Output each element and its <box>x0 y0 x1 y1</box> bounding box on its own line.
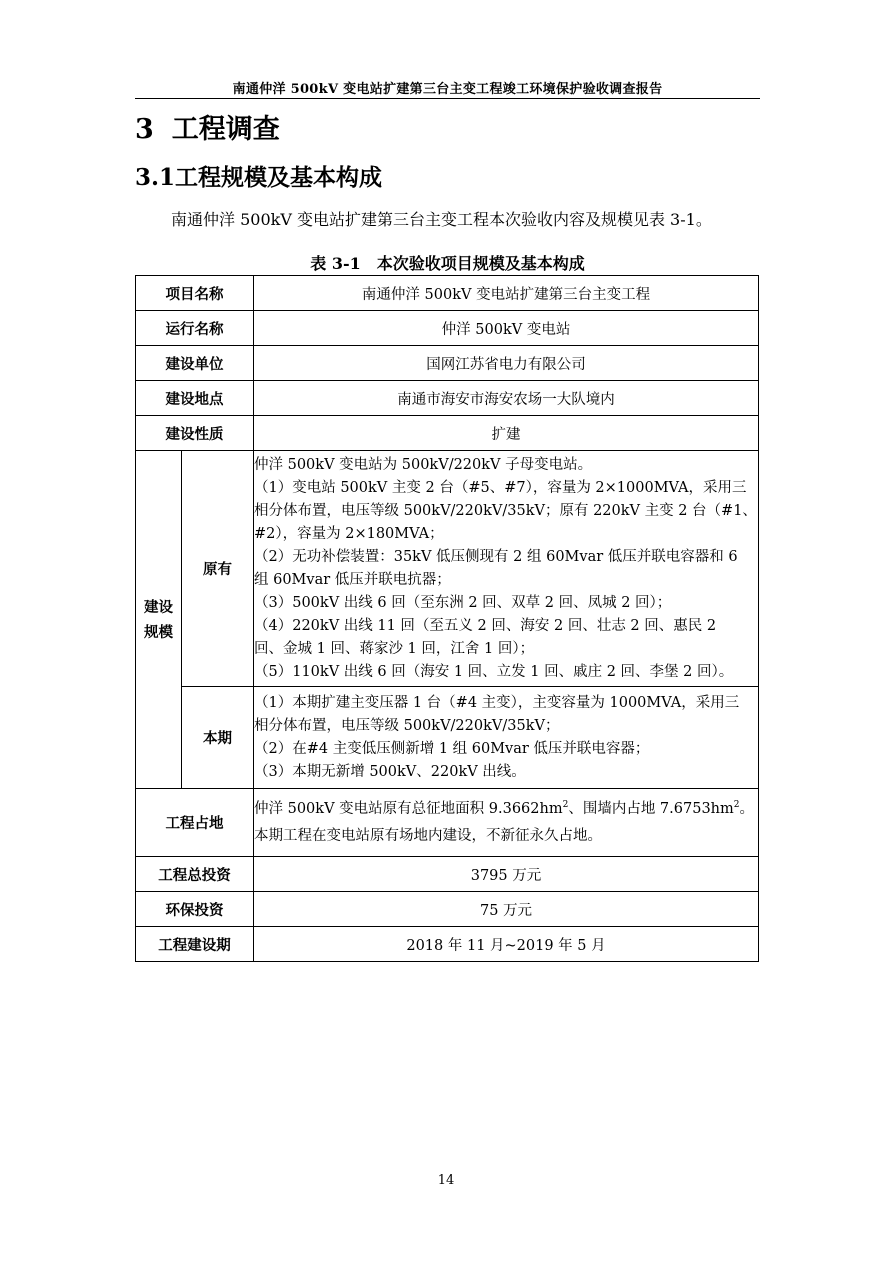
row-label: 建设单位 <box>136 346 254 381</box>
text-line: （3）500kV 出线 6 回（至东洲 2 回、双草 2 回、凤城 2 回）； <box>254 594 672 611</box>
table-row <box>136 857 759 892</box>
text-line: 组 60Mvar 低压并联电抗器； <box>254 571 451 588</box>
text-line: （1）变电站 500kV 主变 2 台（#5、#7），容量为 2×1000MVA，采用三 <box>254 479 747 496</box>
row-label: 建设性质 <box>136 416 254 451</box>
text-line: （5）110kV 出线 6 回（海安 1 回、立发 1 回、戚庄 2 回、李堡 2 回）。 <box>254 663 734 680</box>
text-line: 相分体布置，电压等级 500kV/220kV/35kV； <box>254 717 560 734</box>
table-row <box>136 416 759 451</box>
table-row <box>136 346 759 381</box>
row-value: 南通市海安市海安农场一大队境内 <box>254 381 759 416</box>
land-content <box>254 789 759 857</box>
text-line: （4）220kV 出线 11 回（至五义 2 回、海安 2 回、壮志 2 回、惠民 2 <box>254 617 717 634</box>
row-label: 工程建设期 <box>136 927 254 962</box>
superscript: 2 <box>562 799 569 810</box>
current-content <box>254 687 759 789</box>
row-label: 环保投资 <box>136 892 254 927</box>
table-row <box>136 311 759 346</box>
section-number: 3 <box>135 114 154 145</box>
row-value: 国网江苏省电力有限公司 <box>254 346 759 381</box>
punctuation: 。 <box>739 800 754 817</box>
table-row-existing <box>136 451 759 687</box>
superscript: 2 <box>733 799 740 810</box>
section-heading <box>135 107 280 146</box>
land-label: 工程占地 <box>136 789 254 857</box>
text-line: 回、金城 1 回、蒋家沙 1 回，江舍 1 回）； <box>254 640 535 657</box>
row-label: 项目名称 <box>136 276 254 311</box>
intro-paragraph: 南通仲洋 500kV 变电站扩建第三台主变工程本次验收内容及规模见表 3-1。 <box>171 210 712 229</box>
row-label: 工程总投资 <box>136 857 254 892</box>
table-row <box>136 276 759 311</box>
text-line <box>254 796 758 823</box>
scale-label <box>136 451 182 789</box>
table-caption: 表 3-1 本次验收项目规模及基本构成 <box>310 254 585 273</box>
subsection-heading: 3.1工程规模及基本构成 <box>135 164 383 191</box>
row-value: 南通仲洋 500kV 变电站扩建第三台主变工程 <box>254 276 759 311</box>
text-line: 本期工程在变电站原有场地内建设，不新征永久占地。 <box>254 827 602 844</box>
row-value: 仲洋 500kV 变电站 <box>254 311 759 346</box>
text-line: 相分体布置，电压等级 500kV/220kV/35kV；原有 220kV 主变 2 台（#1、 <box>254 502 757 519</box>
text-line: #2），容量为 2×180MVA； <box>254 525 444 542</box>
row-value: 3795 万元 <box>254 857 759 892</box>
row-value: 75 万元 <box>254 892 759 927</box>
section-title: 工程调查 <box>171 114 280 145</box>
page-number: 14 <box>437 1173 455 1188</box>
table-row <box>136 927 759 962</box>
row-label: 运行名称 <box>136 311 254 346</box>
text-line: 仲洋 500kV 变电站为 500kV/220kV 子母变电站。 <box>254 456 593 473</box>
table-row <box>136 892 759 927</box>
current-label: 本期 <box>182 687 254 789</box>
running-header: 南通仲洋 500kV 变电站扩建第三台主变工程竣工环境保护验收调查报告 <box>232 82 663 97</box>
row-label: 建设地点 <box>136 381 254 416</box>
header-rule <box>135 98 760 99</box>
table-row-land <box>136 789 759 857</box>
row-value: 扩建 <box>254 416 759 451</box>
text-line: （3）本期无新增 500kV、220kV 出线。 <box>254 763 526 780</box>
table-row-current <box>136 687 759 789</box>
project-scale-table <box>135 275 759 962</box>
land-area-wall: 、围墙内占地 7.6753hm <box>568 800 734 817</box>
text-line: （1）本期扩建主变压器 1 台（#4 主变），主变容量为 1000MVA，采用三 <box>254 694 740 711</box>
existing-content <box>254 451 759 687</box>
scale-label-line2: 规模 <box>144 623 173 641</box>
existing-label: 原有 <box>182 451 254 687</box>
land-area-total: 仲洋 500kV 变电站原有总征地面积 9.3662hm <box>254 800 563 817</box>
row-value: 2018 年 11 月~2019 年 5 月 <box>254 927 759 962</box>
text-line: （2）在#4 主变低压侧新增 1 组 60Mvar 低压并联电容器； <box>254 740 650 757</box>
scale-label-line1: 建设 <box>144 598 173 616</box>
text-line: （2）无功补偿装置：35kV 低压侧现有 2 组 60Mvar 低压并联电容器和 6 <box>254 548 738 565</box>
table-row <box>136 381 759 416</box>
